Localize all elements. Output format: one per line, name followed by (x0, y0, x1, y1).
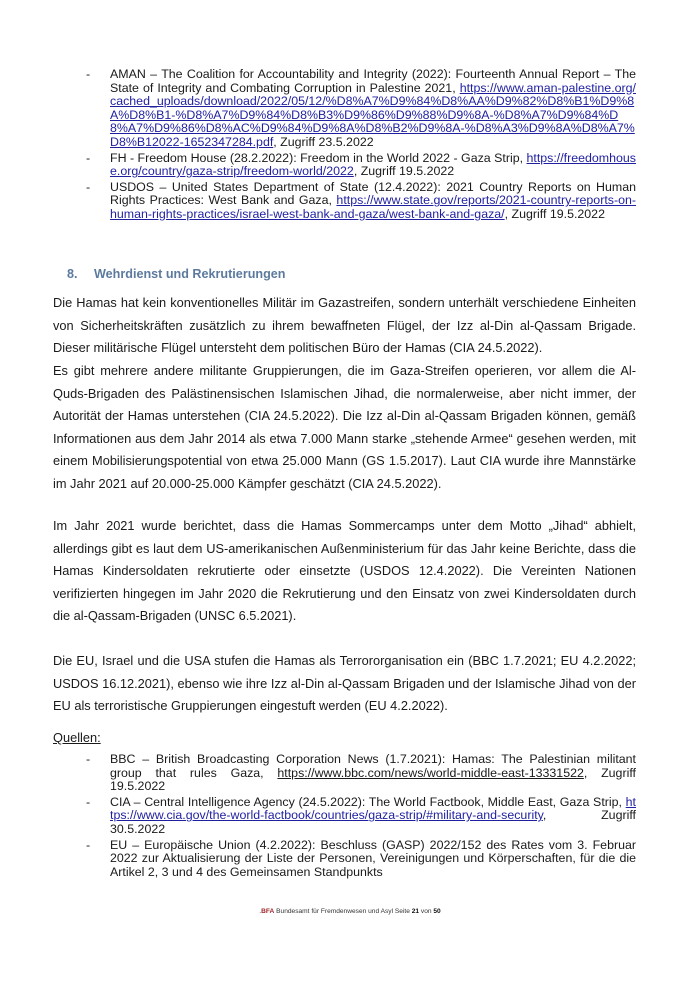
paragraph-military: Die Hamas hat kein konventionelles Militär im Gazastreifen, sondern unterhält verschiedene Einheiten von Sicherheitskräften zusätzlich zu ihrem bewaffneten Flügel, der Izz al-Din al-Qassam Brigade. Dieser militärische Flügel untersteht dem politischen Büro der Hamas (CIA 24.5.2022). (53, 295, 636, 356)
paragraph-child-soldiers: Im Jahr 2021 wurde berichtet, dass die Hamas Sommercamps unter dem Motto „Jihad“ abhielt, allerdings gibt es laut dem US-amerikanischen Außenministerium für das Jahr keine Berichte, dass die Hamas Kindersoldaten rekrutierte oder einsetzte (USDOS 12.4.2022). Die Vereinten Nationen verifizierten hingegen im Jahr 2020 die Rekrutierung und den Einsatz von zwei Kindersoldaten durch die al-Qassam-Brigaden (UNSC 6.5.2021). (53, 518, 636, 624)
source-text: BBC – British Broadcasting Corporation News (1.7.2021): Hamas: The Palestinian militant group that rules Gaza, (110, 752, 636, 780)
paragraph-terror-designation: Die EU, Israel und die USA stufen die Hamas als Terrororganisation ein (BBC 1.7.2021; EU 4.2.2022; USDOS 16.12.2021), ebenso wie ihre Izz al-Din al-Qassam Brigaden und der Islamische Jihad von der EU als terroristische Gruppierungen eingestuft werden (EU 4.2.2022). (53, 653, 636, 714)
list-bullet: - (86, 179, 91, 194)
source-link-bbc[interactable]: https://www.bbc.com/news/world-middle-east-13331522 (277, 765, 584, 780)
section-title: Wehrdienst und Rekrutierungen (94, 267, 286, 281)
source-link-aman[interactable]: https://www.aman-palestine.org/cached_uploads/download/2022/05/12/%D8%A7%D9%84%D8%AA%D9%82%D8%B1%D9%8A%D8%B1-%D8%A7%D9%84%D8%B3%D9%86%D9%88%D9%8A-%D8%A7%D9%84%D8%A7%D9%86%D8%AC%D9%84%D9%8A%D8%B2%D9%8A-%D8%A3%D9%8A%D8%A7%D8%B12022-1652347284.pdf (110, 80, 636, 149)
section-number: 8. (67, 267, 78, 281)
list-bullet: - (86, 837, 91, 852)
source-item-freedom-house (84, 152, 636, 179)
source-item-aman (84, 68, 636, 150)
sources-label: Quellen: (53, 730, 101, 745)
list-bullet: - (86, 794, 91, 809)
top-sources-list (84, 68, 636, 224)
bottom-sources-list (84, 753, 636, 881)
source-text: USDOS – United States Department of State (12.4.2022): 2021 Country Reports on Human Rights Practices: West Bank and Gaza, (110, 179, 636, 208)
source-link-usdos[interactable]: https://www.state.gov/reports/2021-country-reports-on-human-rights-practices/israel-west-bank-and-gaza/west-bank-and-gaza/ (110, 193, 636, 221)
page-footer (0, 908, 700, 915)
page-total: 50 (433, 908, 441, 915)
section-heading (67, 267, 286, 281)
footer-org: Bundesamt für Fremdenwesen und Asyl Seite (274, 908, 412, 915)
source-access-date: , Zugriff 23.5.2022 (273, 134, 374, 149)
source-link-cia[interactable]: https://www.cia.gov/the-world-factbook/countries/gaza-strip/#military-and-security (110, 794, 636, 823)
source-text: CIA – Central Intelligence Agency (24.5.2022): The World Factbook, Middle East, Gaza Strip, (110, 794, 626, 809)
source-access-date: , Zugriff 30.5.2022 (110, 808, 636, 836)
list-bullet: - (86, 150, 91, 165)
source-text: EU – Europäische Union (4.2.2022): Beschluss (GASP) 2022/152 des Rates vom 3. Februar 2022 zur Aktualisierung der Liste der Personen, Vereinigungen und Körperschaften, für die die Artikel 2, 3 und 4 des Gemeinsamen Standpunkts (110, 837, 636, 879)
source-item-usdos (84, 181, 636, 222)
footer-dot: . (259, 908, 262, 915)
source-link-freedom-house[interactable]: https://freedomhouse.org/country/gaza-strip/freedom-world/2022 (110, 150, 636, 179)
page-number: 21 (411, 908, 420, 915)
source-item-cia (84, 796, 636, 837)
source-access-date: , Zugriff 19.5.2022 (504, 206, 605, 221)
list-bullet: - (86, 752, 91, 766)
source-item-eu (84, 839, 636, 880)
paragraph-militant-groups: Es gibt mehrere andere militante Gruppierungen, die im Gaza-Streifen operieren, vor allem die Al-Quds-Brigaden des Palästinensischen Islamischen Jihad, die normalerweise, aber nicht immer, der Autorität der Hamas unterstehen (CIA 24.5.2022). Die Izz al-Din al-Qassam Brigaden können, gemäß Informationen aus dem Jahr 2014 als etwa 7.000 Mann starke „stehende Armee“ gesehen werden, mit einem Mobilisierungspotential von etwa 25.000 Mann (GS 1.5.2017). Laut CIA wurde ihre Mannstärke im Jahr 2021 auf 20.000-25.000 Kämpfer geschätzt (CIA 24.5.2022). (53, 363, 636, 491)
source-text: AMAN – The Coalition for Accountability and Integrity (2022): Fourteenth Annual Report – The State of Integrity and Combating Corruption in Palestine 2021, (110, 67, 636, 95)
source-text: FH - Freedom House (28.2.2022): Freedom in the World 2022 - Gaza Strip, (110, 150, 527, 165)
bfa-logo-text: BFA (261, 908, 275, 915)
source-access-date: , Zugriff 19.5.2022 (353, 164, 455, 179)
source-access-date: , Zugriff 19.5.2022 (110, 765, 636, 794)
footer-of: von (419, 908, 434, 915)
source-item-bbc (84, 753, 636, 794)
list-bullet: - (86, 67, 91, 81)
